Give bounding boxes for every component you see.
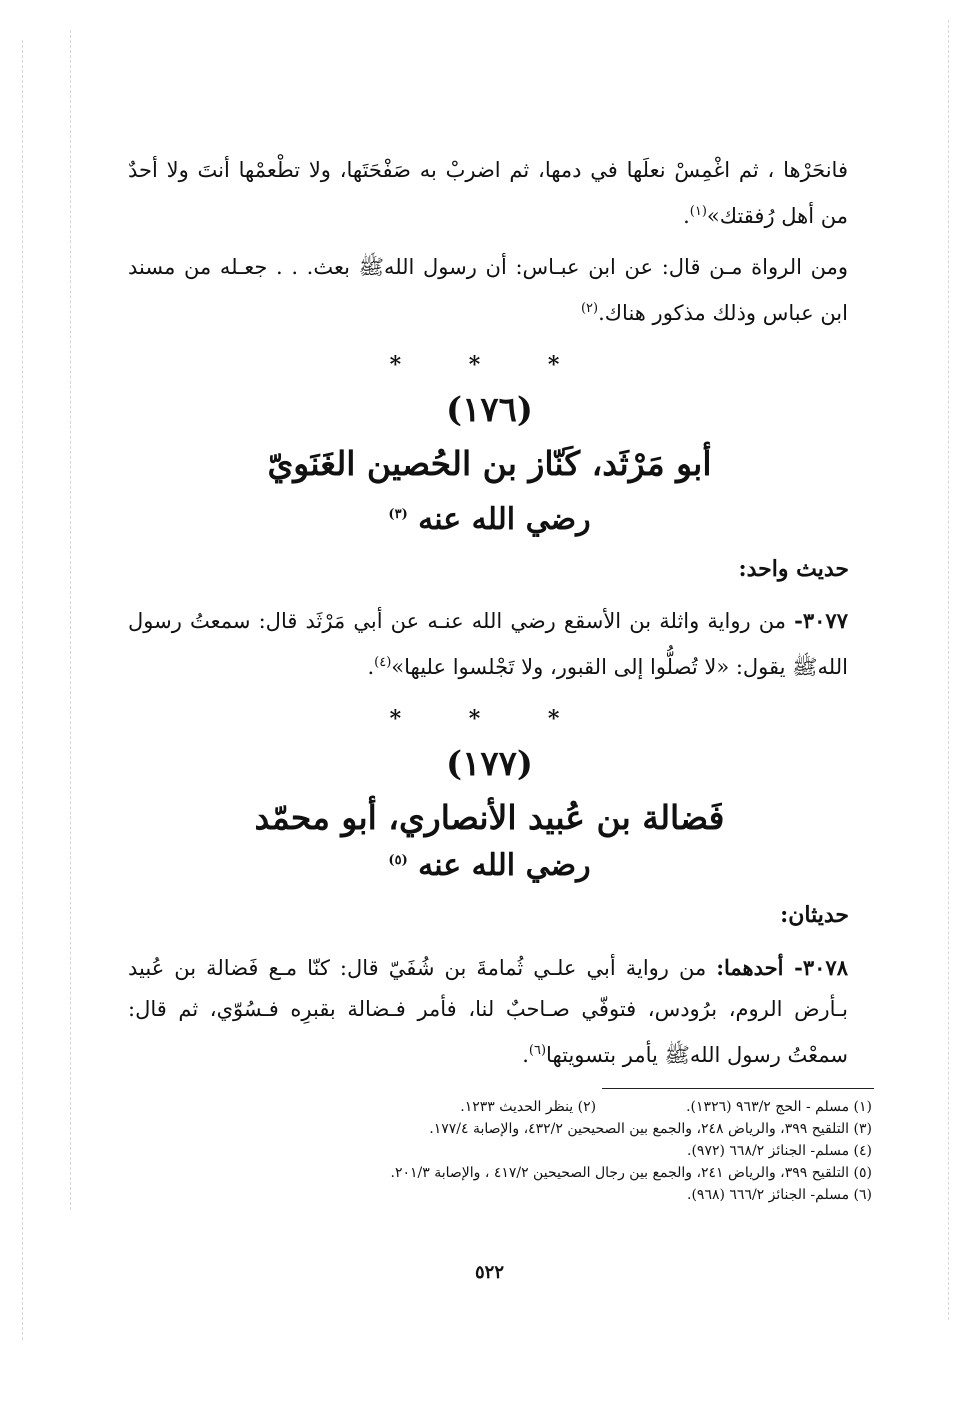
footnote-2: (٢) ينظر الحديث ١٢٣٣. [460, 1099, 597, 1115]
footnote-ref-6: (٦) [528, 1043, 547, 1058]
footnote-1: (١) مسلم - الحج ٩٦٣/٢ (١٣٢٦). [686, 1099, 872, 1115]
hadith-text-3078: من رواية أبي علـي ثُمامةَ بن شُفَيّ قال: كنّا مـع فَضالة بن عُبيد بـأرض الروم، برُودس، فتوفّي صـاحبٌ لنا، فأمر فـضالة بقبرِه فـسُوّي، ثم قال: سمعْتُ رسول اللهﷺ يأمر بتسويتها [128, 956, 848, 1067]
hadith-3077-paragraph [128, 600, 848, 688]
footnote-ref-4: (٤) [374, 655, 392, 670]
opening-paragraph-end: . [683, 204, 690, 228]
section-number-177: (١٧٧) [446, 744, 533, 784]
companion-title-177: فَضالة بن عُبيد الأنصاري، أبو محمّد [254, 798, 725, 837]
subtitle-text-177: رضي الله عنه [418, 848, 591, 883]
footnote-ref-2: (٢) [580, 301, 599, 316]
footnote-ref-5: (٥) [388, 853, 408, 868]
companion-subtitle-177 [0, 848, 979, 883]
narrators-paragraph [128, 247, 848, 334]
hadith-lead-3078: أحدهما: [716, 955, 795, 980]
hadith-3077 [128, 600, 848, 688]
section-heading-176: حديث واحد: [738, 556, 849, 582]
opening-paragraph [128, 150, 848, 237]
hadith-number-3077: ٣٠٧٧- [794, 608, 848, 633]
footnote-5: (٥) التلقيح ٣٩٩، والرياض ٢٤١، والجمع بين رجال الصحيحين ٤١٧/٢ ، والإصابة ٢٠١/٣. [390, 1165, 872, 1181]
footnote-ref-1: (١) [689, 204, 707, 219]
narrators-paragraph-text: ومن الرواة مـن قال: عن ابن عبـاس: أن رسول اللهﷺ بعث. . . جعـله من مسند ابن عباس وذلك مذكور هناك. [128, 255, 848, 325]
hadith-end-3077: . [367, 655, 375, 679]
companion-title-176: أبو مَرْثَد، كَنّاز بن الحُصين الغَنَويّ [267, 444, 712, 483]
footnote-3: (٣) التلقيح ٣٩٩، والرياض ٢٤٨، والجمع بين الصحيحين ٤٣٢/٢، والإصابة ١٧٧/٤. [429, 1121, 872, 1137]
companion-subtitle-176 [0, 502, 979, 537]
footnotes [200, 1096, 872, 1206]
subtitle-text-176: رضي الله عنه [418, 502, 591, 537]
page-edge-left [22, 40, 23, 1340]
hadith-3078-paragraph [128, 947, 848, 1076]
hadith-3078 [128, 947, 848, 1076]
section-number-176: (١٧٦) [446, 390, 533, 430]
page-edge-right [948, 20, 949, 1320]
footnote-row-1 [200, 1096, 872, 1118]
hadith-end-3078: . [522, 1043, 529, 1067]
section-heading-177: حديثان: [780, 902, 849, 928]
footnote-ref-3: (٣) [388, 507, 408, 522]
hadith-text-3077: من رواية واثلة بن الأسقع رضي الله عنـه عن أبي مَرْثَد قال: سمعتُ رسول اللهﷺ يقول: «لا تُصلُّوا إلى القبور، ولا تَجْلسوا عليها» [128, 609, 848, 679]
section-divider-176: * * * [389, 352, 590, 378]
footnote-separator [602, 1088, 874, 1089]
opening-text [128, 150, 848, 334]
footnote-4: (٤) مسلم- الجنائز ٦٦٨/٢ (٩٧٢). [687, 1143, 872, 1159]
footnote-6: (٦) مسلم- الجنائز ٦٦٦/٢ (٩٦٨). [687, 1187, 872, 1203]
page-edge-left-inner [70, 30, 71, 1210]
page-number: ٥٢٢ [474, 1262, 504, 1283]
hadith-number-3078: ٣٠٧٨- [794, 955, 848, 980]
section-divider-177: * * * [389, 706, 590, 732]
opening-paragraph-text: فانحَرْها ، ثم اغْمِسْ نعلَها في دمها، ثم اضربْ به صَفْحَتَها، ولا تطْعمْها أنتَ ولا أحدٌ من أهل رُفقتك» [128, 158, 848, 228]
